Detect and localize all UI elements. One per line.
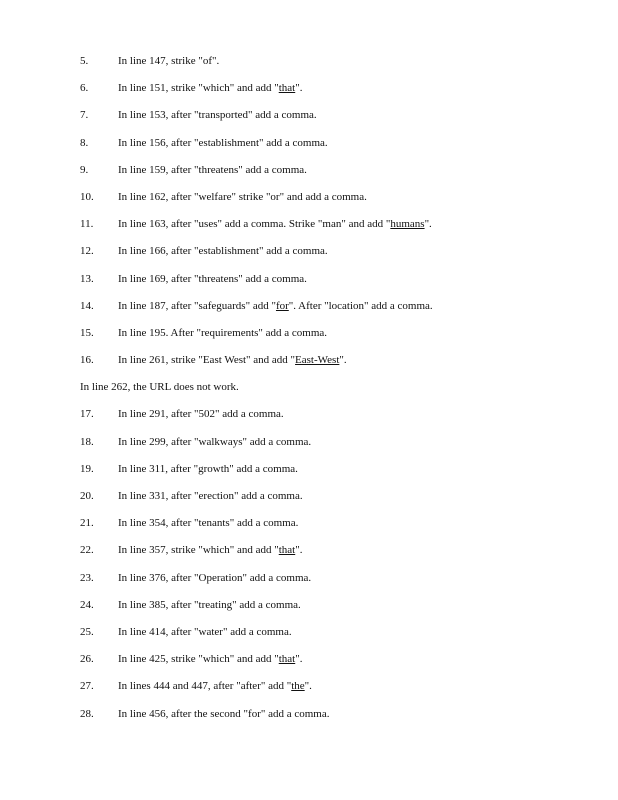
item-number: 27.: [80, 680, 94, 693]
item-number: 9.: [80, 163, 89, 176]
text-segment: In line 153, after "transported" add a comma.: [118, 109, 317, 122]
item-text: [118, 353, 600, 367]
amendment-item: [80, 625, 600, 652]
underlined-insertion: that: [278, 544, 296, 557]
item-text: [118, 679, 600, 693]
underlined-insertion: that: [278, 82, 296, 95]
item-text: [118, 244, 600, 258]
item-number: 19.: [80, 462, 94, 475]
item-number: 23.: [80, 571, 94, 584]
item-number: 18.: [80, 435, 94, 448]
item-text: [118, 625, 600, 639]
item-text: [118, 217, 600, 231]
amendment-item: [80, 516, 600, 543]
text-segment: In line 156, after "establishment" add a comma.: [118, 136, 328, 149]
text-segment: ".: [339, 354, 347, 367]
item-text: [118, 516, 600, 530]
amendment-item: [80, 299, 600, 326]
item-number: 17.: [80, 408, 94, 421]
underlined-insertion: for: [275, 299, 289, 312]
text-segment: In line 147, strike "of".: [118, 55, 220, 67]
item-number: 24.: [80, 598, 94, 611]
item-number: 14.: [80, 299, 94, 312]
amendment-list: [80, 54, 600, 734]
item-number: 28.: [80, 707, 94, 720]
item-text: [118, 652, 600, 666]
item-text: [118, 407, 600, 421]
amendment-item: [80, 679, 600, 706]
item-number: 8.: [80, 136, 89, 149]
underlined-insertion: humans: [390, 218, 425, 231]
amendment-item: [80, 380, 600, 407]
text-segment: In lines 444 and 447, after "after" add ": [118, 680, 292, 693]
text-segment: In line 385, after "treating" add a comma.: [118, 598, 301, 611]
amendment-item: [80, 543, 600, 570]
amendment-item: [80, 217, 600, 244]
text-segment: ".: [424, 218, 432, 231]
item-text: [118, 163, 600, 177]
item-text: [80, 380, 600, 394]
amendment-item: [80, 571, 600, 598]
amendment-item: [80, 435, 600, 462]
text-segment: ".: [295, 544, 303, 557]
amendment-item: [80, 353, 600, 380]
text-segment: In line 187, after "safeguards" add ": [118, 299, 276, 312]
item-text: [118, 489, 600, 503]
amendment-item: [80, 489, 600, 516]
text-segment: ".: [295, 82, 303, 95]
text-segment: In line 456, after the second "for" add a comma.: [118, 707, 330, 720]
item-number: 16.: [80, 354, 94, 367]
amendment-item: [80, 707, 600, 734]
item-text: [118, 136, 600, 150]
item-number: 25.: [80, 625, 94, 638]
text-segment: In line 331, after "erection" add a comma.: [118, 490, 303, 502]
item-text: [118, 435, 600, 449]
item-text: [118, 54, 600, 68]
text-segment: In line 299, after "walkways" add a comma.: [118, 435, 312, 448]
text-segment: In line 425, strike "which" and add ": [118, 653, 279, 666]
amendment-item: [80, 598, 600, 625]
text-segment: In line 262, the URL does not work.: [80, 381, 239, 394]
amendment-item: [80, 190, 600, 217]
text-segment: In line 311, after "growth" add a comma.: [118, 462, 298, 475]
item-text: [118, 543, 600, 557]
item-number: 21.: [80, 517, 94, 530]
item-text: [118, 190, 600, 204]
item-text: [118, 108, 600, 122]
amendment-item: [80, 244, 600, 271]
item-text: [118, 81, 600, 95]
text-segment: In line 354, after "tenants" add a comma.: [118, 517, 299, 530]
amendment-item: [80, 407, 600, 434]
underlined-insertion: that: [278, 653, 296, 666]
item-number: 6.: [80, 82, 89, 95]
item-text: [118, 462, 600, 476]
underlined-insertion: the: [291, 680, 305, 693]
text-segment: ". After "location" add a comma.: [288, 299, 433, 312]
text-segment: In line 163, after "uses" add a comma. Strike "man" and add ": [118, 218, 391, 231]
amendment-item: [80, 108, 600, 135]
text-segment: In line 291, after "502" add a comma.: [118, 408, 284, 421]
text-segment: ".: [304, 680, 312, 693]
text-segment: In line 357, strike "which" and add ": [118, 544, 279, 557]
item-number: 11.: [80, 218, 94, 231]
amendment-item: [80, 136, 600, 163]
item-text: [118, 272, 600, 286]
item-text: [118, 571, 600, 585]
item-number: 22.: [80, 544, 94, 557]
text-segment: In line 414, after "water" add a comma.: [118, 625, 292, 638]
item-number: 20.: [80, 490, 94, 502]
amendment-item: [80, 81, 600, 108]
item-text: [118, 707, 600, 721]
item-number: 5.: [80, 55, 89, 67]
text-segment: In line 166, after "establishment" add a comma.: [118, 245, 328, 258]
text-segment: In line 169, after "threatens" add a comma.: [118, 272, 307, 285]
item-number: 12.: [80, 245, 94, 258]
amendment-item: [80, 163, 600, 190]
item-number: 10.: [80, 190, 94, 203]
text-segment: ".: [295, 653, 303, 666]
amendment-item: [80, 462, 600, 489]
item-number: 15.: [80, 326, 94, 339]
text-segment: In line 162, after "welfare" strike "or" and add a comma.: [118, 190, 367, 203]
text-segment: In line 376, after "Operation" add a comma.: [118, 571, 312, 584]
item-text: [118, 299, 600, 313]
underlined-insertion: East-West: [295, 354, 340, 367]
item-number: 13.: [80, 272, 94, 285]
text-segment: In line 195. After "requirements" add a comma.: [118, 326, 328, 339]
item-text: [118, 598, 600, 612]
item-number: 26.: [80, 653, 94, 666]
item-text: [118, 326, 600, 340]
amendment-item: [80, 272, 600, 299]
text-segment: In line 261, strike "East West" and add ": [118, 354, 296, 367]
text-segment: In line 151, strike "which" and add ": [118, 82, 279, 95]
amendment-item: [80, 652, 600, 679]
amendment-item: [80, 326, 600, 353]
amendment-item: [80, 54, 600, 81]
text-segment: In line 159, after "threatens" add a comma.: [118, 163, 307, 176]
item-number: 7.: [80, 109, 89, 122]
